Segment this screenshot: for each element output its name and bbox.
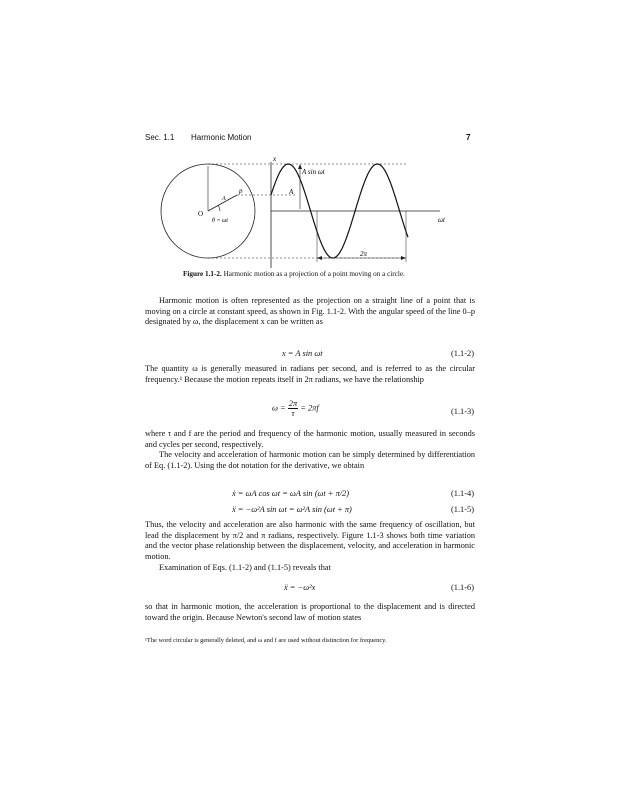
paragraph-3: where τ and f are the period and frequency of the harmonic motion, usually measured in seconds and cycles per second, respectively. [145, 429, 475, 449]
equation-number-1-1-5: (1.1-5) [450, 505, 474, 514]
harmonic-motion-figure [150, 150, 490, 270]
footnote: ¹The word circular is generally deleted, and ω and f are used without distinction for frequency. [145, 637, 387, 644]
eq2-right: = 2πf [300, 403, 319, 413]
origin-label: O [198, 210, 204, 218]
equation-number-1-1-3: (1.1-3) [450, 407, 474, 416]
wt-axis-label: ωt [438, 216, 445, 224]
equation-number-1-1-6: (1.1-6) [450, 583, 474, 592]
equation-1-1-4: ẋ = ωA cos ωt = ωA sin (ωt + π/2) [232, 489, 350, 498]
period-arrow-left [317, 256, 322, 260]
paragraph-1: Harmonic motion is often represented as the projection on a straight line of a point that is moving on a circle at constant speed, as shown in Fig. 1.1-2. With the angular speed of the line 0–p designated by ω, the displacement x can be written as [145, 296, 475, 327]
equation-1-1-3 [272, 399, 319, 418]
paragraph-7: so that in harmonic motion, the acceleration is proportional to the displacement and is directed toward the origin. Because Newton's second law of motion states [145, 602, 475, 622]
a-sin-wt-label: A sin ωt [302, 168, 325, 176]
caption-label: Figure 1.1-2. [183, 270, 222, 278]
section-number: Sec. 1.1 [145, 133, 175, 142]
paragraph-5: Thus, the velocity and acceleration are also harmonic with the same frequency of oscillation, but lead the displacement by π/2 and π radians, respectively. Figure 1.1-3 shows both time variation and the vector phase relationship between the displacement, velocity, and acceleration in harmonic motion. [145, 520, 475, 561]
eq2-denominator: τ [291, 409, 295, 418]
eq2-numerator: 2π [288, 399, 298, 408]
point-p-label: p [239, 187, 243, 195]
amplitude-label: A [289, 188, 294, 196]
equation-number-1-1-2: (1.1-2) [450, 349, 474, 358]
angle-arc [218, 205, 220, 211]
angle-label: θ = ωt [212, 218, 228, 224]
running-title: Harmonic Motion [191, 133, 252, 142]
equation-number-1-1-4: (1.1-4) [450, 489, 474, 498]
paragraph-2: The quantity ω is generally measured in radians per second, and is referred to as the circular frequency.¹ Because the motion repeats itself in 2π radians, we have the relationship [145, 364, 475, 384]
eq2-fraction [288, 399, 298, 418]
paragraph-4: The velocity and acceleration of harmonic motion can be simply determined by differentiation of Eq. (1.1-2). Using the dot notation for the derivative, we obtain [145, 450, 475, 470]
page-number: 7 [466, 133, 471, 142]
equation-1-1-5: ẍ = −ω²A sin ωt = ω²A sin (ωt + π) [232, 505, 352, 514]
x-axis-label: x [273, 155, 277, 163]
period-label: 2π [360, 250, 368, 258]
period-arrow-right [401, 256, 406, 260]
equation-1-1-2: x = A sin ωt [282, 349, 323, 358]
eq2-left: ω = [272, 403, 286, 413]
equation-1-1-6: ẍ = −ω²x [284, 583, 316, 592]
radius-label: A [222, 196, 226, 202]
caption-text: Harmonic motion as a projection of a point moving on a circle. [223, 270, 405, 278]
paragraph-6: Examination of Eqs. (1.1-2) and (1.1-5) reveals that [159, 563, 331, 572]
figure-caption [183, 270, 475, 279]
